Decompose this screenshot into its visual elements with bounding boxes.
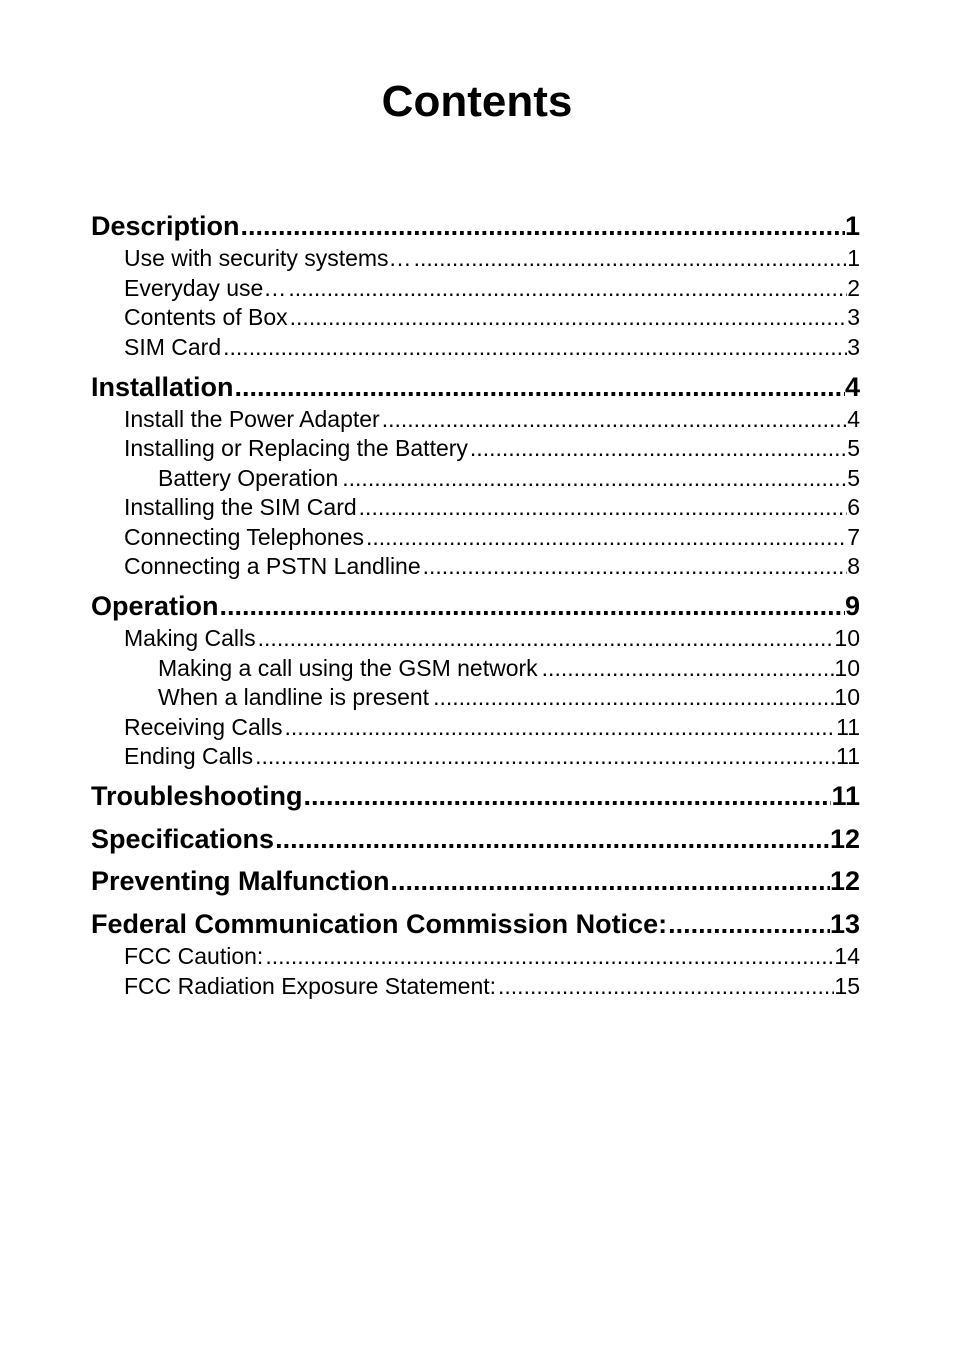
toc-entry-receiving-calls[interactable] — [91, 713, 860, 741]
dot-leader — [274, 823, 830, 855]
toc-entry-label: Making a call using the GSM network — [158, 655, 538, 681]
toc-entry-label: Preventing Malfunction — [91, 866, 390, 896]
toc-entry-label: Operation — [91, 591, 219, 621]
toc-entry-install-power-adapter[interactable] — [91, 405, 860, 433]
toc-entry-page: 15 — [834, 973, 860, 999]
dot-leader — [219, 590, 845, 622]
toc-entry-page: 11 — [831, 781, 860, 811]
toc-entry-connecting-telephones[interactable] — [91, 523, 860, 551]
toc-entry-installing-replacing-battery[interactable] — [91, 434, 860, 462]
toc-entry-label: Connecting a PSTN Landline — [124, 553, 421, 579]
dot-leader — [667, 908, 830, 940]
toc-entry-page: 10 — [834, 684, 860, 710]
toc-entry-page: 1 — [847, 245, 860, 271]
page-title: Contents — [381, 77, 573, 126]
toc-entry-troubleshooting[interactable] — [91, 780, 860, 812]
toc-entry-page: 4 — [844, 372, 860, 402]
toc-entry-label: Making Calls — [124, 625, 256, 651]
toc-entry-preventing-malfunction[interactable] — [91, 865, 860, 897]
toc-entry-installing-sim-card[interactable] — [91, 493, 860, 521]
toc-entry-everyday-use[interactable] — [91, 274, 860, 302]
toc-entry-label: Ending Calls — [124, 743, 254, 769]
toc-entry-label: FCC Radiation Exposure Statement: — [124, 973, 497, 999]
toc-entry-label: Installing or Replacing the Battery — [124, 435, 468, 461]
toc-entry-label: Description — [91, 211, 240, 241]
dot-leader — [286, 274, 847, 302]
dot-leader — [390, 865, 830, 897]
dot-leader — [364, 523, 847, 551]
dot-leader — [338, 464, 847, 492]
toc-entry-label: Battery Operation — [158, 465, 339, 491]
toc-entry-page: 6 — [847, 494, 860, 520]
toc-entry-page: 1 — [844, 211, 860, 241]
toc-entry-page: 3 — [847, 304, 860, 330]
toc-entry-page: 9 — [844, 591, 860, 621]
toc-entry-page: 3 — [847, 334, 860, 360]
dot-leader — [421, 552, 848, 580]
toc-entry-label: Install the Power Adapter — [124, 406, 380, 432]
toc-entry-page: 5 — [847, 435, 860, 461]
toc-entry-label: Installation — [91, 372, 234, 402]
toc-entry-label: When a landline is present — [158, 684, 430, 710]
toc-entry-label: Troubleshooting — [91, 781, 303, 811]
toc-entry-specifications[interactable] — [91, 823, 860, 855]
toc-entry-page: 11 — [836, 714, 860, 740]
toc-entry-page: 7 — [847, 524, 860, 550]
dot-leader — [283, 713, 837, 741]
toc-entry-label: Federal Communication Commission Notice: — [91, 909, 668, 939]
toc-entry-fcc-radiation-exposure[interactable] — [91, 972, 860, 1000]
toc-entry-making-calls[interactable] — [91, 624, 860, 652]
dot-leader — [263, 942, 834, 970]
toc-entry-label: Specifications — [91, 824, 275, 854]
dot-leader — [412, 244, 848, 272]
dot-leader — [302, 780, 831, 812]
toc-entry-sim-card[interactable] — [91, 333, 860, 361]
toc-entry-page: 12 — [829, 866, 860, 896]
toc-entry-label: FCC Caution: — [124, 943, 264, 969]
toc-entry-label: Installing the SIM Card — [124, 494, 357, 520]
toc-entry-label: Contents of Box — [124, 304, 288, 330]
toc-entry-label: Receiving Calls — [124, 714, 283, 740]
toc-entry-label: SIM Card — [124, 334, 222, 360]
toc-entry-use-with-security-systems[interactable] — [91, 244, 860, 272]
toc-entry-fcc-caution[interactable] — [91, 942, 860, 970]
toc-entry-page: 12 — [829, 824, 860, 854]
toc-entry-page: 2 — [847, 275, 860, 301]
toc-entry-page: 10 — [834, 655, 860, 681]
dot-leader — [256, 624, 835, 652]
dot-leader — [468, 434, 847, 462]
dot-leader — [380, 405, 847, 433]
toc-entry-page: 8 — [847, 553, 860, 579]
toc-entry-installation[interactable] — [91, 371, 860, 403]
toc-entry-connecting-pstn-landline[interactable] — [91, 552, 860, 580]
toc-entry-landline-present[interactable] — [91, 683, 860, 711]
toc-entry-contents-of-box[interactable] — [91, 303, 860, 331]
dot-leader — [221, 333, 847, 361]
toc-entry-description[interactable] — [91, 210, 860, 242]
toc-entry-ending-calls[interactable] — [91, 742, 860, 770]
dot-leader — [288, 303, 848, 331]
toc-entry-page: 11 — [836, 743, 860, 769]
toc-entry-making-call-gsm[interactable] — [91, 654, 860, 682]
dot-leader — [538, 654, 835, 682]
toc-entry-page: 14 — [834, 943, 860, 969]
toc-entry-battery-operation[interactable] — [91, 464, 860, 492]
dot-leader — [496, 972, 834, 1000]
toc-entry-label: Everyday use… — [124, 275, 287, 301]
dot-leader — [234, 371, 845, 403]
dot-leader — [240, 210, 845, 242]
toc-entry-page: 4 — [847, 406, 860, 432]
dot-leader — [357, 493, 848, 521]
toc-entry-operation[interactable] — [91, 590, 860, 622]
dot-leader — [253, 742, 836, 770]
toc-entry-page: 5 — [847, 465, 860, 491]
toc-entry-fcc-notice[interactable] — [91, 908, 860, 940]
toc-entry-page: 13 — [829, 909, 860, 939]
toc-entry-label: Connecting Telephones — [124, 524, 364, 550]
toc-entry-label: Use with security systems… — [124, 245, 412, 271]
dot-leader — [429, 683, 834, 711]
toc-entry-page: 10 — [834, 625, 860, 651]
